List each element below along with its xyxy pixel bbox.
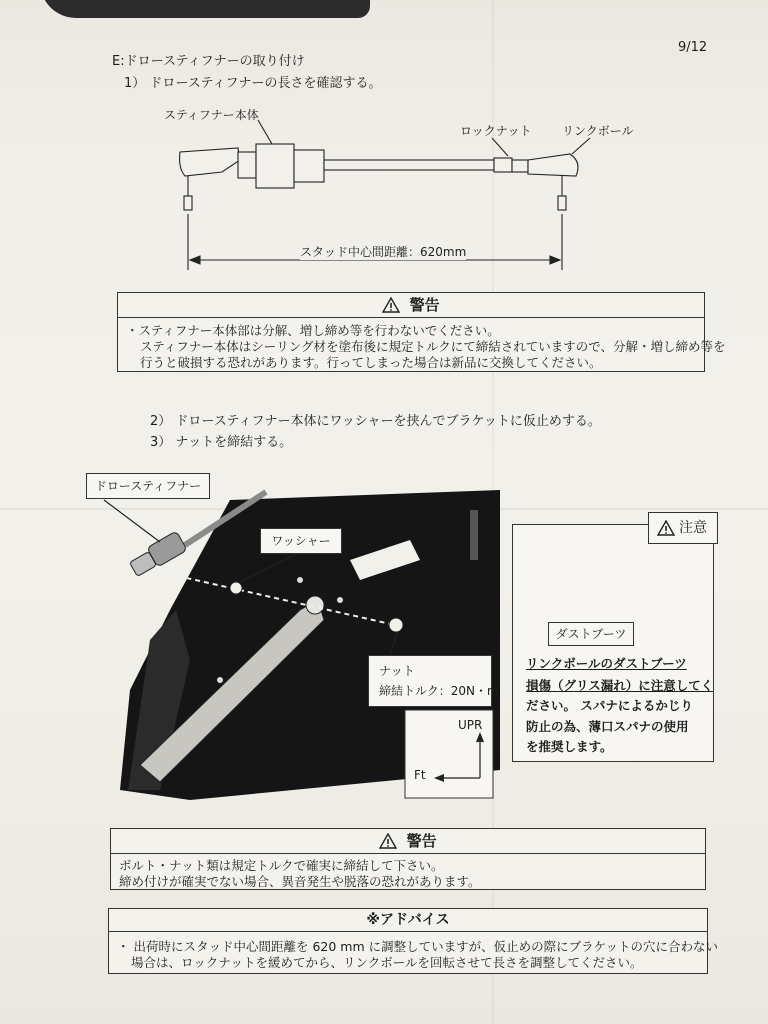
step-3: 3） ナットを締結する。 (150, 435, 293, 450)
caution-line: 損傷（グリス漏れ）に注意してく (526, 678, 714, 693)
warning-1-title: 警告 (409, 296, 440, 314)
caution-icon (657, 520, 675, 536)
warning-box-1 (117, 292, 726, 372)
caution-line: 防止の為、薄口スパナの使用 (526, 719, 689, 734)
warning-box-2 (110, 828, 706, 890)
step-2: 2） ドロースティフナー本体にワッシャーを挟んでブラケットに仮止めする。 (150, 414, 601, 429)
stiffener-callout (86, 473, 210, 499)
dustboot-callout (548, 622, 634, 646)
advice-line: ・ 出荷時にスタッド中心間距離を 620 mm に調整していますが、仮止めの際にブラケットの穴に合わない (117, 939, 718, 954)
label-stiffener-body: スティフナー本体 (164, 108, 259, 122)
advice-title: ※アドバイス (366, 912, 450, 928)
label-torque: 締結トルク：20N・m (379, 684, 499, 698)
warning-1-line: ・スティフナー本体部は分解、増し締め等を行わないでください。 (126, 323, 500, 338)
caution-line: を推奨します。 (526, 739, 613, 754)
step-1: 1） ドロースティフナーの長さを確認する。 (124, 76, 382, 91)
label-draw-stiffener: ドロースティフナー (94, 479, 202, 493)
caution-line: ださい。 スパナによるかじり (526, 698, 693, 713)
caution-title: 注意 (679, 520, 707, 536)
page-number: 9/12 (678, 40, 708, 55)
warning-1-line: 行うと破損する恐れがあります。行ってしまった場合は新品に交換してください。 (140, 355, 602, 370)
axis-upr-label: UPR (458, 718, 483, 732)
caution-tag (648, 512, 718, 544)
label-link-ball: リンクボール (562, 124, 634, 138)
advice-line: 場合は、ロックナットを緩めてから、リンクボールを回転させて長さを調整してください。 (131, 955, 643, 970)
axis-ft-label: Ft (414, 768, 426, 782)
label-dust-boot: ダストブーツ (555, 627, 627, 641)
section-title: E:ドロースティフナーの取り付け (112, 54, 305, 69)
caution-line: リンクボールのダストブーツ (526, 656, 687, 671)
label-washer: ワッシャー (271, 534, 331, 548)
warning-2-title: 警告 (406, 832, 437, 850)
label-nut: ナット (379, 664, 415, 678)
washer-callout (260, 528, 342, 554)
dimension-label: スタッド中心間距離：620mm (300, 245, 467, 259)
warning-2-line: ボルト・ナット類は規定トルクで確実に締結して下さい。 (119, 858, 444, 873)
warning-2-line: 締め付けが確実でない場合、異音発生や脱落の恐れがあります。 (119, 874, 481, 889)
warning-icon (382, 297, 400, 313)
warning-1-line: スティフナー本体はシーリング材を塗布後に規定トルクにて締結されていますので、分解・増し締め等を (140, 339, 726, 354)
nut-callout (368, 655, 499, 707)
warning-icon (379, 833, 397, 849)
label-lock-nut: ロックナット (460, 124, 532, 138)
advice-box (108, 908, 718, 974)
